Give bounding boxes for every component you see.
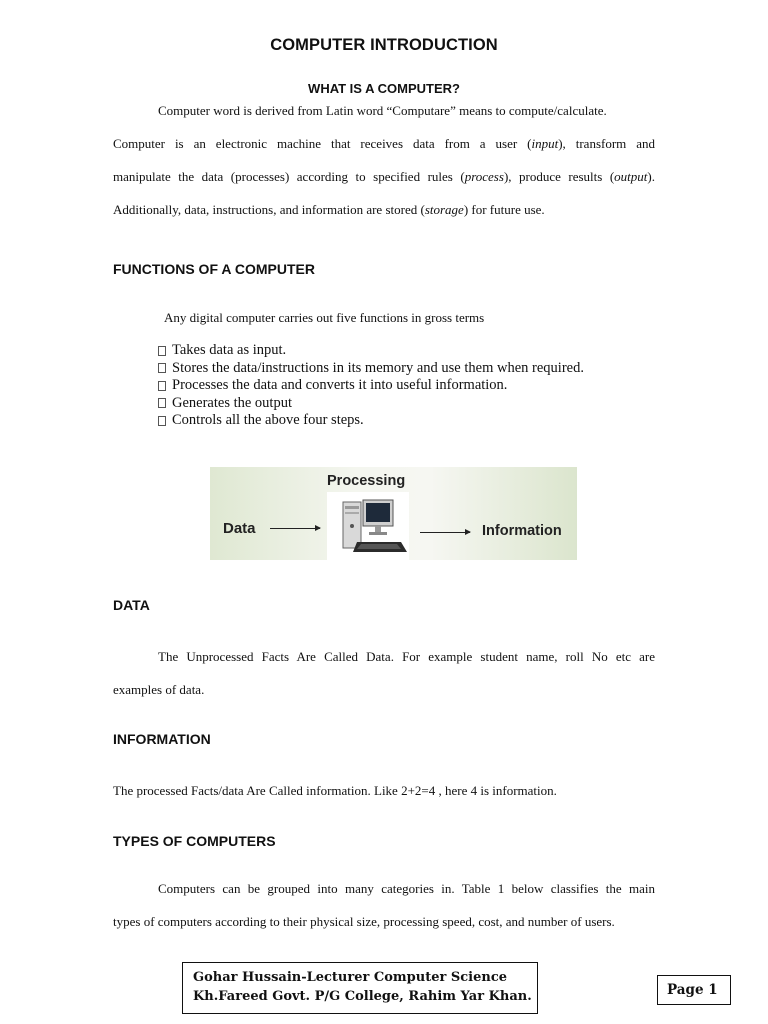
section-heading-functions: FUNCTIONS OF A COMPUTER — [113, 261, 315, 277]
paragraph-line: The Unprocessed Facts Are Called Data. For example student name, roll No etc are — [158, 649, 655, 664]
page-number: Page 1 — [657, 975, 731, 1005]
college-line: Kh.Fareed Govt. P/G College, Rahim Yar Khan. — [193, 989, 532, 1004]
paragraph-line: manipulate the data (processes) according to specified rules (process), produce results (output). — [113, 169, 655, 184]
bullet-box-icon — [158, 346, 166, 356]
page-title: COMPUTER INTRODUCTION — [270, 36, 498, 54]
paragraph-line: types of computers according to their physical size, processing speed, cost, and number of users. — [113, 914, 615, 929]
bullet-box-icon — [158, 398, 166, 408]
arrow-right-icon — [270, 528, 320, 529]
author-line: Gohar Hussain-Lecturer Computer Science — [193, 970, 507, 985]
section-heading-information: INFORMATION — [113, 731, 211, 747]
paragraph-line: Computer word is derived from Latin word “Computare” means to compute/calculate. — [158, 103, 607, 118]
paragraph-line: Computers can be grouped into many categories in. Table 1 below classifies the main — [158, 881, 655, 896]
information-paragraph: The processed Facts/data Are Called information. Like 2+2=4 , here 4 is information. — [113, 783, 557, 798]
what-is-computer-paragraph — [113, 94, 655, 226]
data-label: Data — [223, 520, 256, 537]
processing-diagram — [210, 467, 577, 560]
bullet-box-icon — [158, 381, 166, 391]
paragraph-line: Computer is an electronic machine that receives data from a user (input), transform and — [113, 136, 656, 151]
desktop-computer-icon — [327, 492, 409, 560]
list-item: Takes data as input. — [158, 342, 584, 360]
processing-label: Processing — [327, 473, 406, 489]
arrow-right-icon — [420, 532, 470, 533]
paragraph-line: Additionally, data, instructions, and information are stored (storage) for future use. — [113, 202, 545, 217]
functions-list — [158, 342, 584, 430]
list-item: Stores the data/instructions in its memory and use them when required. — [158, 360, 584, 378]
types-paragraph — [113, 872, 655, 938]
list-item: Processes the data and converts it into useful information. — [158, 377, 584, 395]
functions-intro: Any digital computer carries out five functions in gross terms — [164, 310, 485, 325]
author-footer — [182, 962, 538, 1014]
section-heading-data: DATA — [113, 597, 150, 613]
information-label: Information — [482, 523, 562, 539]
paragraph-line: examples of data. — [113, 682, 205, 697]
bullet-box-icon — [158, 363, 166, 373]
list-item: Generates the output — [158, 395, 584, 413]
section-heading-types: TYPES OF COMPUTERS — [113, 833, 276, 849]
list-item: Controls all the above four steps. — [158, 412, 584, 430]
data-paragraph — [113, 640, 655, 706]
section-heading-what-is-computer: WHAT IS A COMPUTER? — [308, 81, 460, 96]
bullet-box-icon — [158, 416, 166, 426]
